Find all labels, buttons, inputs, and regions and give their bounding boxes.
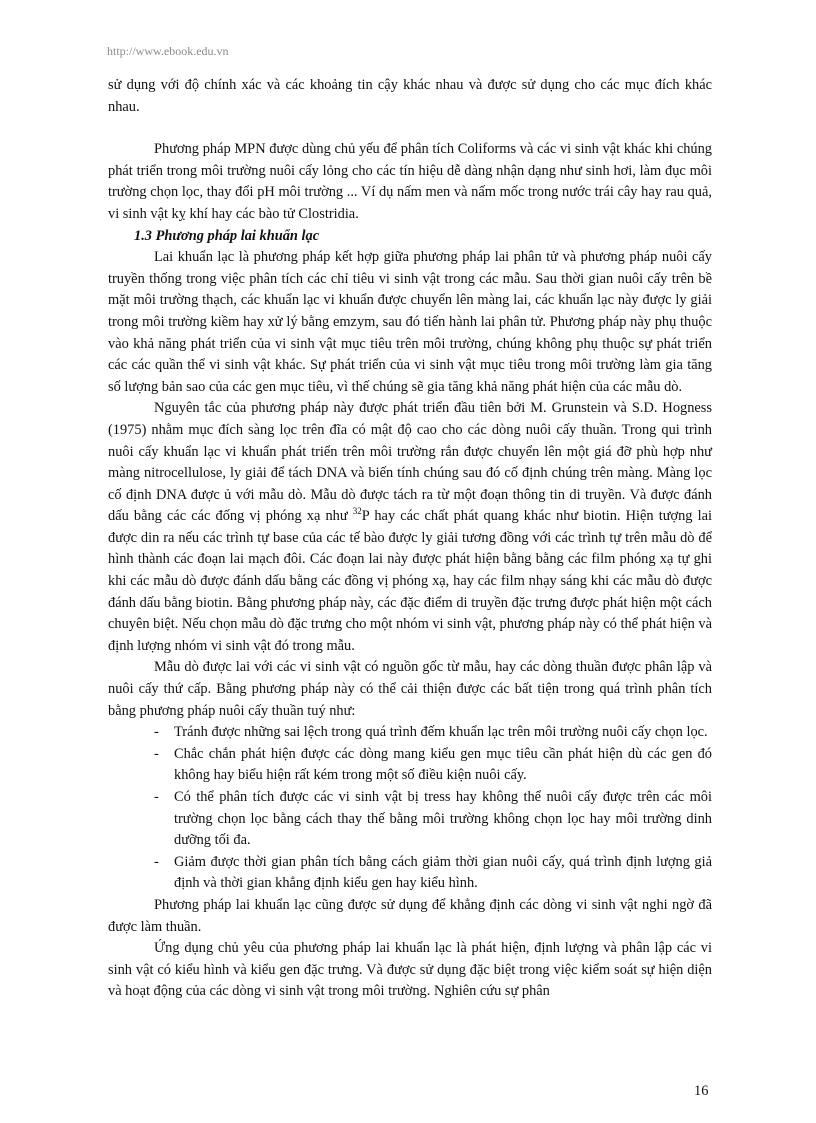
paragraph-principle-part-a: Nguyên tắc của phương pháp này được phát triển đầu tiên bởi M. Grunstein và S.D. Hogness (1975) nhằm mục đích sàng lọc trên đĩa có mật độ cao cho các dòng nuôi cấy thuần. Trong qui trình nuôi cấy khuẩn lạc vi khuẩn phát triển trên môi trường rắn được chuyển lên một giá đỡ phù hợp như màng nitrocellulose, ly giải để tách DNA và biến tính chúng sau đó cố định chúng trên màng. Màng lọc cố định DNA được ủ với mẫu dò. Mẫu dò được tách ra từ một đoạn thông tin di truyền. Và được đánh dấu bằng các các đống vị phóng xạ như xyxy=(108,400,712,525)
list-item xyxy=(154,852,712,895)
list-item xyxy=(154,787,712,852)
page-number: 16 xyxy=(694,1083,709,1099)
paragraph-principle xyxy=(108,398,712,657)
list-item xyxy=(154,744,712,787)
list-item xyxy=(154,722,712,744)
advantages-list xyxy=(108,722,712,895)
dash-marker: - xyxy=(154,853,159,870)
dash-marker: - xyxy=(154,745,159,762)
paragraph-mpn: Phương pháp MPN được dùng chủ yếu để phân tích Coliforms và các vi sinh vật khác khi chúng phát triển trong môi trường nuôi cấy lỏng cho các tín hiệu dễ dàng nhận dạng như sinh hơi, làm đục môi trường chọn lọc, thay đổi pH môi trường ... Ví dụ nấm men và nấm mốc trong nước trái cây hay rau quả, vi sinh vật kỵ khí hay các bào tử Clostridia. xyxy=(108,141,712,222)
dash-marker: - xyxy=(154,724,159,741)
header-url: http://www.ebook.edu.vn xyxy=(107,44,229,58)
section-heading: 1.3 Phương pháp lai khuẩn lạc xyxy=(134,227,320,244)
isotope-superscript: 32 xyxy=(352,506,362,517)
list-item-text: Giảm được thời gian phân tích bằng cách giảm thời gian nuôi cấy, quá trình định lượng giả định và thời gian khẳng định kiểu gen hay kiểu hình. xyxy=(174,853,712,892)
paragraph-continuation: sử dụng với độ chính xác và các khoảng tin cậy khác nhau và được sử dụng cho các mục đích khác nhau. xyxy=(108,77,712,115)
paragraph-principle-part-b: P hay các chất phát quang khác như biotin. Hiện tượng lai được din ra nếu các trình tự base của các tế bào được ly giải tương đồng với các trình tự trên mẫu dò để hình thành các đoạn lai mạch đôi. Các đoạn lai này được phát hiện bằng bằng các film phóng xạ tự ghi khi các mẫu dò được đánh dấu bằng các đồng vị phóng xạ, hay các film nhạy sáng khi các mẫu dò được đánh dấu bằng biotin. Bằng phương pháp này, các đặc điểm di truyền đặc trưng được phát hiện một cách chuyên biệt. Nếu chọn mẫu dò đặc trưng cho một nhóm vi sinh vật, phương pháp này có thể phát hiện và định lượng nhóm vi sinh vật đó trong mẫu. xyxy=(108,508,712,654)
list-item-text: Chắc chắn phát hiện được các dòng mang kiểu gen mục tiêu cần phát hiện dù các gen đó không hay biểu hiện rất kém trong một số điều kiện nuôi cấy. xyxy=(174,745,712,784)
list-item-text: Tránh được những sai lệch trong quá trình đếm khuẩn lạc trên môi trường nuôi cấy chọn lọc. xyxy=(174,724,708,741)
paragraph-colony-hybridization-intro: Lai khuẩn lạc là phương pháp kết hợp giữa phương pháp lai phân tử và phương pháp nuôi cấy truyền thống trong việc phân tích các chỉ tiêu vi sinh vật trong các mẫu. Sau thời gian nuôi cấy trên bề mặt môi trường thạch, các khuẩn lạc vi khuẩn được chuyển lên màng lai, các khuẩn lạc này được ly giải trong môi trường kiềm hay xử lý bằng emzym, sau đó tiến hành lai phân tử. Phương pháp này phụ thuộc vào khả năng phát triển của vi sinh vật mục tiêu trên môi trường, chúng không phụ thuộc sự phát triển các các quần thể vi sinh vật khác. Sự phát triển của vi sinh vật mục tiêu trong môi trường làm gia tăng số lượng bản sao của các gen mục tiêu, vì thế chúng sẽ gia tăng khả năng phát hiện của các mẫu dò. xyxy=(108,249,712,395)
paragraph-confirmation: Phương pháp lai khuẩn lạc cũng được sử dụng để khẳng định các dòng vi sinh vật nghi ngờ đã được làm thuần. xyxy=(108,896,712,935)
list-item-text: Có thể phân tích được các vi sinh vật bị tress hay không thể nuôi cấy được trên các môi trường chọn lọc bằng cách thay thế bằng môi trường không chọn lọc hay môi trường dinh dưỡng tối đa. xyxy=(174,789,712,849)
paragraph-applications: Ứng dụng chủ yêu của phương pháp lai khuẩn lạc là phát hiện, định lượng và phân lập các vi sinh vật có kiểu hình và kiểu gen đặc trưng. Và được sử dụng đặc biệt trong việc kiểm soát sự hiện diện và hoạt động của các dòng vi sinh vật trong môi trường. Nghiên cứu sự phân xyxy=(108,940,712,1000)
paragraph-probe: Mẫu dò được lai với các vi sinh vật có nguồn gốc từ mẫu, hay các dòng thuần được phân lập và nuôi cấy thứ cấp. Bằng phương pháp này có thể cải thiện được các bất tiện trong quá trình phân tích bằng phương pháp nuôi cấy thuần tuý như: xyxy=(108,659,712,719)
document-body xyxy=(108,75,712,1003)
dash-marker: - xyxy=(154,789,159,805)
